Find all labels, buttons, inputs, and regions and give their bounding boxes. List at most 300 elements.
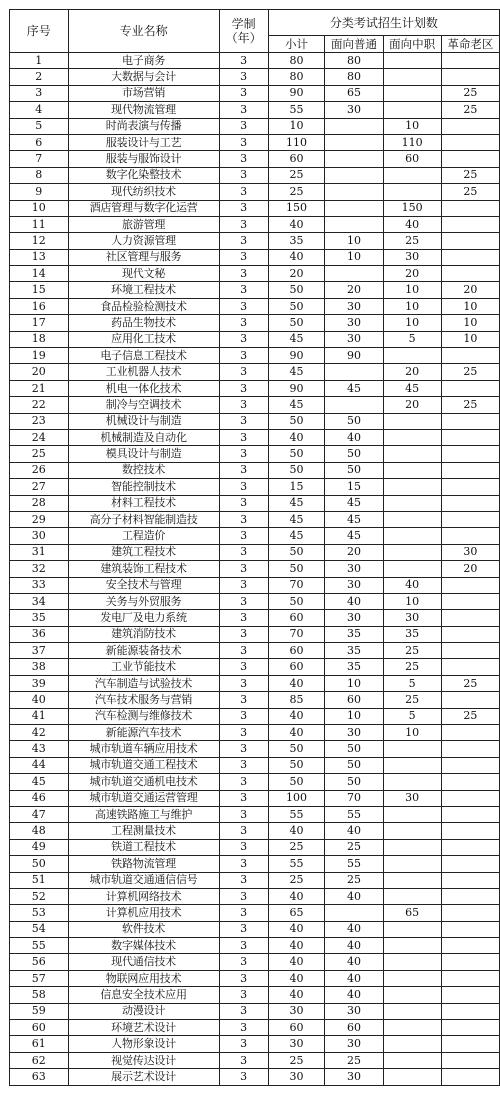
row-revolutionary xyxy=(441,528,499,544)
table-row xyxy=(10,446,500,462)
row-revolutionary xyxy=(441,856,499,872)
row-major-name: 数字化染整技术 xyxy=(68,167,219,183)
row-general: 45 xyxy=(325,495,383,511)
row-general: 50 xyxy=(325,446,383,462)
row-vocational xyxy=(383,561,441,577)
row-subtotal: 40 xyxy=(268,429,325,445)
row-general: 70 xyxy=(325,790,383,806)
row-duration: 3 xyxy=(219,249,268,265)
row-seq: 50 xyxy=(10,856,69,872)
row-vocational: 40 xyxy=(383,577,441,593)
row-subtotal: 25 xyxy=(268,167,325,183)
row-seq: 24 xyxy=(10,429,69,445)
row-subtotal: 40 xyxy=(268,708,325,724)
row-seq: 55 xyxy=(10,938,69,954)
table-row xyxy=(10,298,500,314)
row-vocational xyxy=(383,85,441,101)
row-general: 55 xyxy=(325,806,383,822)
row-revolutionary xyxy=(441,233,499,249)
row-subtotal: 60 xyxy=(268,659,325,675)
header-duration-unit: （年） xyxy=(225,31,262,45)
row-duration: 3 xyxy=(219,167,268,183)
table-row xyxy=(10,348,500,364)
row-seq: 21 xyxy=(10,380,69,396)
table-row xyxy=(10,249,500,265)
table-row xyxy=(10,856,500,872)
row-general: 60 xyxy=(325,692,383,708)
table-row xyxy=(10,839,500,855)
row-vocational: 30 xyxy=(383,790,441,806)
header-major-name: 专业名称 xyxy=(68,10,219,53)
row-duration: 3 xyxy=(219,511,268,527)
row-duration: 3 xyxy=(219,462,268,478)
row-revolutionary: 20 xyxy=(441,282,499,298)
row-duration: 3 xyxy=(219,151,268,167)
row-revolutionary: 10 xyxy=(441,315,499,331)
row-major-name: 城市轨道交通机电技术 xyxy=(68,774,219,790)
row-major-name: 电子商务 xyxy=(68,53,219,69)
table-row xyxy=(10,69,500,85)
row-vocational: 150 xyxy=(383,200,441,216)
row-vocational xyxy=(383,1020,441,1036)
row-vocational xyxy=(383,757,441,773)
row-seq: 58 xyxy=(10,987,69,1003)
table-row xyxy=(10,561,500,577)
table-row xyxy=(10,528,500,544)
row-subtotal: 100 xyxy=(268,790,325,806)
table-row xyxy=(10,462,500,478)
row-general: 30 xyxy=(325,1069,383,1085)
row-duration: 3 xyxy=(219,675,268,691)
row-subtotal: 40 xyxy=(268,249,325,265)
row-major-name: 建筑消防技术 xyxy=(68,626,219,642)
row-seq: 2 xyxy=(10,69,69,85)
row-revolutionary xyxy=(441,249,499,265)
row-subtotal: 90 xyxy=(268,380,325,396)
row-general: 50 xyxy=(325,774,383,790)
row-seq: 17 xyxy=(10,315,69,331)
row-vocational xyxy=(383,954,441,970)
table-row xyxy=(10,1052,500,1068)
row-duration: 3 xyxy=(219,577,268,593)
row-subtotal: 50 xyxy=(268,298,325,314)
row-duration: 3 xyxy=(219,610,268,626)
row-seq: 47 xyxy=(10,806,69,822)
row-vocational xyxy=(383,839,441,855)
row-subtotal: 25 xyxy=(268,1052,325,1068)
row-duration: 3 xyxy=(219,446,268,462)
row-seq: 40 xyxy=(10,692,69,708)
row-general: 35 xyxy=(325,643,383,659)
table-row xyxy=(10,544,500,560)
table-row xyxy=(10,888,500,904)
row-major-name: 电子信息工程技术 xyxy=(68,348,219,364)
row-general: 20 xyxy=(325,544,383,560)
row-duration: 3 xyxy=(219,593,268,609)
row-major-name: 机电一体化技术 xyxy=(68,380,219,396)
row-seq: 61 xyxy=(10,1036,69,1052)
table-row xyxy=(10,987,500,1003)
table-row xyxy=(10,413,500,429)
row-general: 25 xyxy=(325,839,383,855)
row-subtotal: 25 xyxy=(268,872,325,888)
row-subtotal: 40 xyxy=(268,725,325,741)
row-subtotal: 40 xyxy=(268,675,325,691)
row-major-name: 视觉传达设计 xyxy=(68,1052,219,1068)
row-subtotal: 45 xyxy=(268,397,325,413)
header-general: 面向普通 xyxy=(325,36,383,53)
table-row xyxy=(10,266,500,282)
row-general: 40 xyxy=(325,987,383,1003)
table-row xyxy=(10,184,500,200)
row-vocational xyxy=(383,348,441,364)
row-general: 50 xyxy=(325,413,383,429)
row-duration: 3 xyxy=(219,184,268,200)
row-seq: 46 xyxy=(10,790,69,806)
row-vocational: 65 xyxy=(383,905,441,921)
row-seq: 34 xyxy=(10,593,69,609)
row-duration: 3 xyxy=(219,790,268,806)
row-major-name: 软件技术 xyxy=(68,921,219,937)
row-general: 40 xyxy=(325,954,383,970)
row-general: 40 xyxy=(325,921,383,937)
row-duration: 3 xyxy=(219,1069,268,1085)
row-general: 80 xyxy=(325,53,383,69)
row-revolutionary xyxy=(441,872,499,888)
row-seq: 13 xyxy=(10,249,69,265)
row-subtotal: 80 xyxy=(268,69,325,85)
row-major-name: 服装设计与工艺 xyxy=(68,134,219,150)
row-general: 35 xyxy=(325,626,383,642)
row-revolutionary xyxy=(441,495,499,511)
row-subtotal: 10 xyxy=(268,118,325,134)
row-general: 30 xyxy=(325,315,383,331)
row-vocational xyxy=(383,184,441,200)
row-major-name: 旅游管理 xyxy=(68,216,219,232)
row-vocational xyxy=(383,970,441,986)
table-row xyxy=(10,1003,500,1019)
row-revolutionary xyxy=(441,134,499,150)
row-seq: 3 xyxy=(10,85,69,101)
row-vocational: 10 xyxy=(383,118,441,134)
table-row xyxy=(10,970,500,986)
row-revolutionary xyxy=(441,1052,499,1068)
row-general: 30 xyxy=(325,610,383,626)
row-revolutionary xyxy=(441,446,499,462)
row-subtotal: 40 xyxy=(268,216,325,232)
row-general: 15 xyxy=(325,479,383,495)
table-row xyxy=(10,331,500,347)
row-revolutionary xyxy=(441,806,499,822)
row-seq: 30 xyxy=(10,528,69,544)
row-general xyxy=(325,184,383,200)
row-major-name: 工业机器人技术 xyxy=(68,364,219,380)
row-revolutionary xyxy=(441,593,499,609)
row-vocational xyxy=(383,1052,441,1068)
table-row xyxy=(10,905,500,921)
header-duration xyxy=(219,10,268,53)
row-general: 45 xyxy=(325,511,383,527)
row-duration: 3 xyxy=(219,85,268,101)
row-subtotal: 45 xyxy=(268,528,325,544)
row-duration: 3 xyxy=(219,626,268,642)
row-revolutionary xyxy=(441,479,499,495)
row-vocational: 10 xyxy=(383,593,441,609)
row-general: 40 xyxy=(325,429,383,445)
row-seq: 12 xyxy=(10,233,69,249)
row-vocational: 20 xyxy=(383,364,441,380)
row-general: 80 xyxy=(325,69,383,85)
table-row xyxy=(10,53,500,69)
row-subtotal: 85 xyxy=(268,692,325,708)
row-seq: 52 xyxy=(10,888,69,904)
row-major-name: 铁道工程技术 xyxy=(68,839,219,855)
table-row xyxy=(10,725,500,741)
row-subtotal: 50 xyxy=(268,593,325,609)
row-vocational: 45 xyxy=(383,380,441,396)
row-revolutionary xyxy=(441,626,499,642)
row-seq: 35 xyxy=(10,610,69,626)
row-duration: 3 xyxy=(219,872,268,888)
row-major-name: 市场营销 xyxy=(68,85,219,101)
row-vocational xyxy=(383,987,441,1003)
row-vocational: 5 xyxy=(383,708,441,724)
row-revolutionary xyxy=(441,888,499,904)
row-subtotal: 35 xyxy=(268,233,325,249)
row-revolutionary xyxy=(441,790,499,806)
row-vocational xyxy=(383,53,441,69)
row-duration: 3 xyxy=(219,282,268,298)
row-revolutionary xyxy=(441,462,499,478)
row-general: 30 xyxy=(325,331,383,347)
row-revolutionary: 10 xyxy=(441,331,499,347)
row-duration: 3 xyxy=(219,659,268,675)
row-general: 90 xyxy=(325,348,383,364)
row-duration: 3 xyxy=(219,134,268,150)
row-revolutionary xyxy=(441,1036,499,1052)
row-major-name: 食品检验检测技术 xyxy=(68,298,219,314)
row-revolutionary xyxy=(441,987,499,1003)
row-seq: 5 xyxy=(10,118,69,134)
row-vocational xyxy=(383,1036,441,1052)
row-revolutionary xyxy=(441,348,499,364)
table-row xyxy=(10,790,500,806)
row-vocational xyxy=(383,479,441,495)
row-seq: 36 xyxy=(10,626,69,642)
row-duration: 3 xyxy=(219,315,268,331)
table-row xyxy=(10,151,500,167)
row-duration: 3 xyxy=(219,429,268,445)
table-row xyxy=(10,216,500,232)
row-subtotal: 60 xyxy=(268,610,325,626)
row-major-name: 数控技术 xyxy=(68,462,219,478)
row-duration: 3 xyxy=(219,921,268,937)
row-major-name: 环境艺术设计 xyxy=(68,1020,219,1036)
row-seq: 22 xyxy=(10,397,69,413)
row-general: 30 xyxy=(325,102,383,118)
table-row xyxy=(10,872,500,888)
row-revolutionary xyxy=(441,511,499,527)
row-revolutionary xyxy=(441,823,499,839)
row-vocational: 25 xyxy=(383,692,441,708)
row-vocational xyxy=(383,823,441,839)
table-row xyxy=(10,511,500,527)
row-seq: 38 xyxy=(10,659,69,675)
row-subtotal: 90 xyxy=(268,85,325,101)
row-revolutionary xyxy=(441,1069,499,1085)
row-subtotal: 65 xyxy=(268,905,325,921)
row-general xyxy=(325,266,383,282)
row-vocational: 5 xyxy=(383,331,441,347)
row-subtotal: 55 xyxy=(268,806,325,822)
row-revolutionary: 10 xyxy=(441,298,499,314)
row-duration: 3 xyxy=(219,331,268,347)
row-subtotal: 50 xyxy=(268,315,325,331)
row-vocational: 25 xyxy=(383,643,441,659)
row-general: 25 xyxy=(325,872,383,888)
row-duration: 3 xyxy=(219,561,268,577)
row-vocational xyxy=(383,938,441,954)
row-subtotal: 30 xyxy=(268,1069,325,1085)
table-row xyxy=(10,282,500,298)
row-subtotal: 40 xyxy=(268,938,325,954)
row-general: 20 xyxy=(325,282,383,298)
row-major-name: 数字媒体技术 xyxy=(68,938,219,954)
row-duration: 3 xyxy=(219,823,268,839)
row-duration: 3 xyxy=(219,774,268,790)
row-general: 45 xyxy=(325,528,383,544)
row-major-name: 服装与服饰设计 xyxy=(68,151,219,167)
row-seq: 42 xyxy=(10,725,69,741)
row-subtotal: 40 xyxy=(268,954,325,970)
row-revolutionary xyxy=(441,380,499,396)
row-revolutionary xyxy=(441,118,499,134)
row-revolutionary: 25 xyxy=(441,397,499,413)
row-major-name: 工程造价 xyxy=(68,528,219,544)
row-revolutionary xyxy=(441,938,499,954)
row-seq: 15 xyxy=(10,282,69,298)
row-general: 40 xyxy=(325,938,383,954)
row-major-name: 环境工程技术 xyxy=(68,282,219,298)
row-major-name: 高分子材料智能制造技 xyxy=(68,511,219,527)
row-subtotal: 90 xyxy=(268,348,325,364)
row-subtotal: 70 xyxy=(268,577,325,593)
row-duration: 3 xyxy=(219,364,268,380)
row-subtotal: 60 xyxy=(268,1020,325,1036)
row-subtotal: 50 xyxy=(268,462,325,478)
row-vocational: 10 xyxy=(383,298,441,314)
row-duration: 3 xyxy=(219,69,268,85)
row-revolutionary xyxy=(441,905,499,921)
row-major-name: 关务与外贸服务 xyxy=(68,593,219,609)
row-vocational xyxy=(383,511,441,527)
row-subtotal: 30 xyxy=(268,1036,325,1052)
row-vocational xyxy=(383,741,441,757)
row-major-name: 物联网应用技术 xyxy=(68,970,219,986)
row-seq: 63 xyxy=(10,1069,69,1085)
row-vocational: 10 xyxy=(383,282,441,298)
row-duration: 3 xyxy=(219,53,268,69)
row-revolutionary xyxy=(441,839,499,855)
row-general xyxy=(325,118,383,134)
row-subtotal: 45 xyxy=(268,331,325,347)
row-duration: 3 xyxy=(219,266,268,282)
row-revolutionary xyxy=(441,577,499,593)
table-row xyxy=(10,806,500,822)
row-major-name: 时尚表演与传播 xyxy=(68,118,219,134)
row-vocational xyxy=(383,774,441,790)
row-duration: 3 xyxy=(219,692,268,708)
row-general xyxy=(325,397,383,413)
header-seq: 序号 xyxy=(10,10,69,53)
row-seq: 43 xyxy=(10,741,69,757)
row-general: 30 xyxy=(325,561,383,577)
row-seq: 18 xyxy=(10,331,69,347)
table-row xyxy=(10,659,500,675)
row-general: 40 xyxy=(325,823,383,839)
row-seq: 57 xyxy=(10,970,69,986)
row-general: 50 xyxy=(325,462,383,478)
row-revolutionary: 25 xyxy=(441,675,499,691)
row-major-name: 酒店管理与数字化运营 xyxy=(68,200,219,216)
row-major-name: 汽车制造与试验技术 xyxy=(68,675,219,691)
row-major-name: 药品生物技术 xyxy=(68,315,219,331)
row-seq: 9 xyxy=(10,184,69,200)
row-duration: 3 xyxy=(219,1020,268,1036)
table-row xyxy=(10,741,500,757)
row-revolutionary xyxy=(441,692,499,708)
row-seq: 44 xyxy=(10,757,69,773)
row-general xyxy=(325,167,383,183)
row-major-name: 机械制造及自动化 xyxy=(68,429,219,445)
row-subtotal: 70 xyxy=(268,626,325,642)
row-duration: 3 xyxy=(219,725,268,741)
row-vocational: 5 xyxy=(383,675,441,691)
row-major-name: 应用化工技术 xyxy=(68,331,219,347)
row-vocational xyxy=(383,167,441,183)
table-row xyxy=(10,675,500,691)
table-row xyxy=(10,364,500,380)
row-revolutionary: 25 xyxy=(441,708,499,724)
row-major-name: 城市轨道车辆应用技术 xyxy=(68,741,219,757)
row-seq: 11 xyxy=(10,216,69,232)
row-duration: 3 xyxy=(219,970,268,986)
row-subtotal: 40 xyxy=(268,921,325,937)
row-duration: 3 xyxy=(219,954,268,970)
enrollment-plan-table xyxy=(9,9,500,1086)
row-duration: 3 xyxy=(219,233,268,249)
row-seq: 8 xyxy=(10,167,69,183)
row-duration: 3 xyxy=(219,643,268,659)
row-revolutionary xyxy=(441,659,499,675)
row-general: 40 xyxy=(325,593,383,609)
row-general: 30 xyxy=(325,298,383,314)
row-subtotal: 45 xyxy=(268,495,325,511)
row-major-name: 材料工程技术 xyxy=(68,495,219,511)
row-general: 30 xyxy=(325,577,383,593)
row-subtotal: 60 xyxy=(268,151,325,167)
row-general xyxy=(325,134,383,150)
row-duration: 3 xyxy=(219,544,268,560)
row-general: 65 xyxy=(325,85,383,101)
row-revolutionary: 25 xyxy=(441,364,499,380)
row-seq: 60 xyxy=(10,1020,69,1036)
row-subtotal: 55 xyxy=(268,102,325,118)
row-subtotal: 50 xyxy=(268,757,325,773)
table-row xyxy=(10,315,500,331)
row-revolutionary xyxy=(441,69,499,85)
row-seq: 7 xyxy=(10,151,69,167)
